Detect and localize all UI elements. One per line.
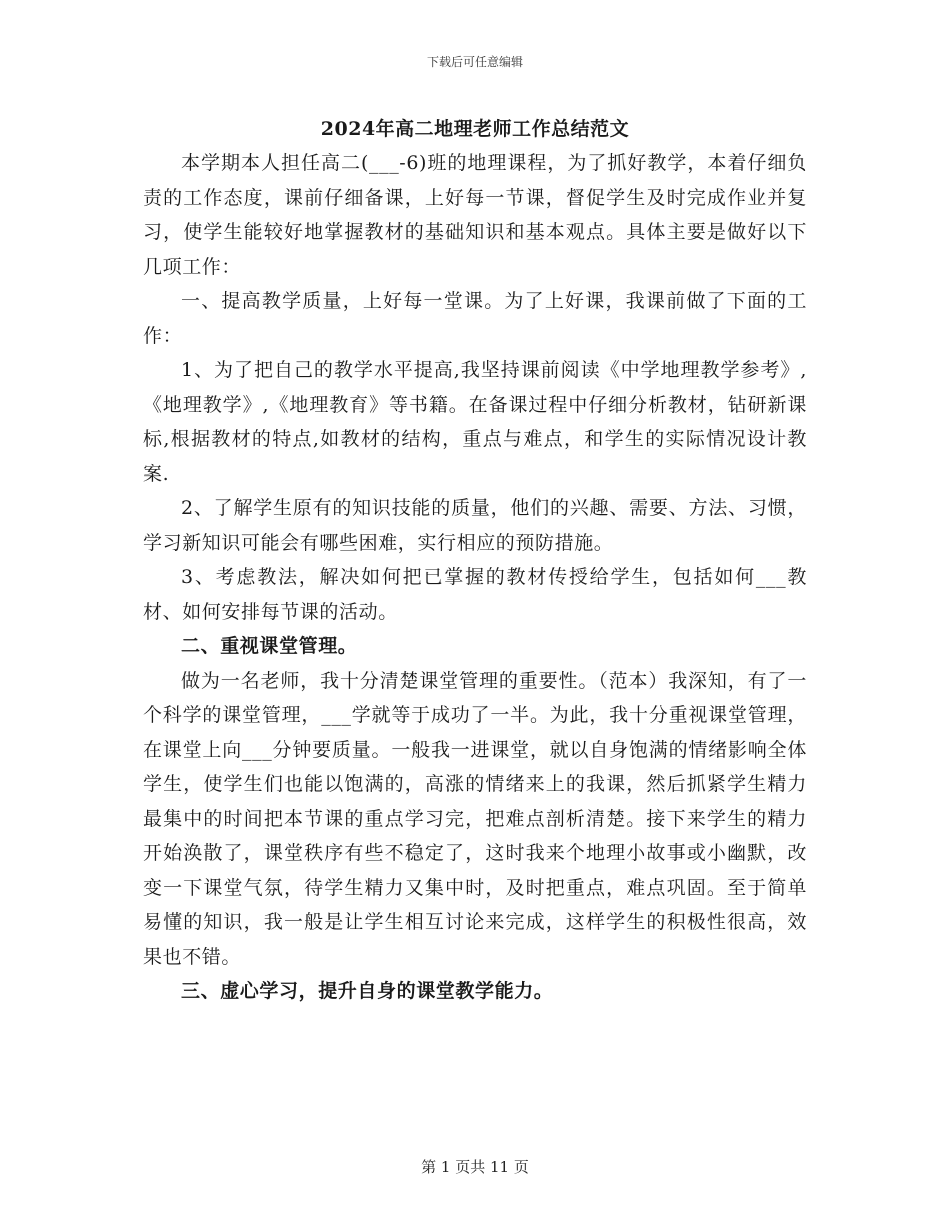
section-heading-3: 三、虚心学习，提升自身的课堂教学能力。 <box>181 980 554 1002</box>
paragraph-intro: 本学期本人担任高二(___-6)班的地理课程，为了抓好教学，本着仔细负责的工作态度，课前仔细备课，上好每一节课，督促学生及时完成作业并复习，使学生能较好地掌握教材的基础知识和基本观点。具体主要是做好以下几项工作： <box>143 152 807 278</box>
paragraph-item-3: 3、考虑教法，解决如何把已掌握的教材传授给学生，包括如何___教材、如何安排每节课的活动。 <box>143 566 807 623</box>
paragraph-item-2: 2、了解学生原有的知识技能的质量，他们的兴趣、需要、方法、习惯，学习新知识可能会有哪些困难，实行相应的预防措施。 <box>143 497 807 554</box>
header-note: 下载后可任意编辑 <box>426 55 523 69</box>
page-number-footer: 第 1 页共 11 页 <box>421 1158 529 1176</box>
section-heading-2: 二、重视课堂管理。 <box>181 635 358 657</box>
paragraph-section-1: 一、提高教学质量，上好每一堂课。为了上好课，我课前做了下面的工作： <box>143 290 807 347</box>
document-body <box>143 146 807 1009</box>
document-title: 2024年高二地理老师工作总结范文 <box>320 118 630 140</box>
paragraph-classroom-management: 做为一名老师，我十分清楚课堂管理的重要性。（范本）我深知，有了一个科学的课堂管理，___学就等于成功了一半。为此，我十分重视课堂管理，在课堂上向___分钟要质量。一般我一进课堂，就以自身饱满的情绪影响全体学生，使学生们也能以饱满的，高涨的情绪来上的我课，然后抓紧学生精力最集中的时间把本节课的重点学习完，把难点剖析清楚。接下来学生的精力开始涣散了，课堂秩序有些不稳定了，这时我来个地理小故事或小幽默，改变一下课堂气氛，待学生精力又集中时，及时把重点，难点巩固。至于简单易懂的知识，我一般是让学生相互讨论来完成，这样学生的积极性很高，效果也不错。 <box>143 669 807 968</box>
paragraph-item-1: 1、为了把自己的教学水平提高,我坚持课前阅读《中学地理教学参考》,《地理教学》,《地理教育》等书籍。在备课过程中仔细分析教材，钻研新课标,根据教材的特点,如教材的结构，重点与难点，和学生的实际情况设计教案. <box>143 359 807 485</box>
